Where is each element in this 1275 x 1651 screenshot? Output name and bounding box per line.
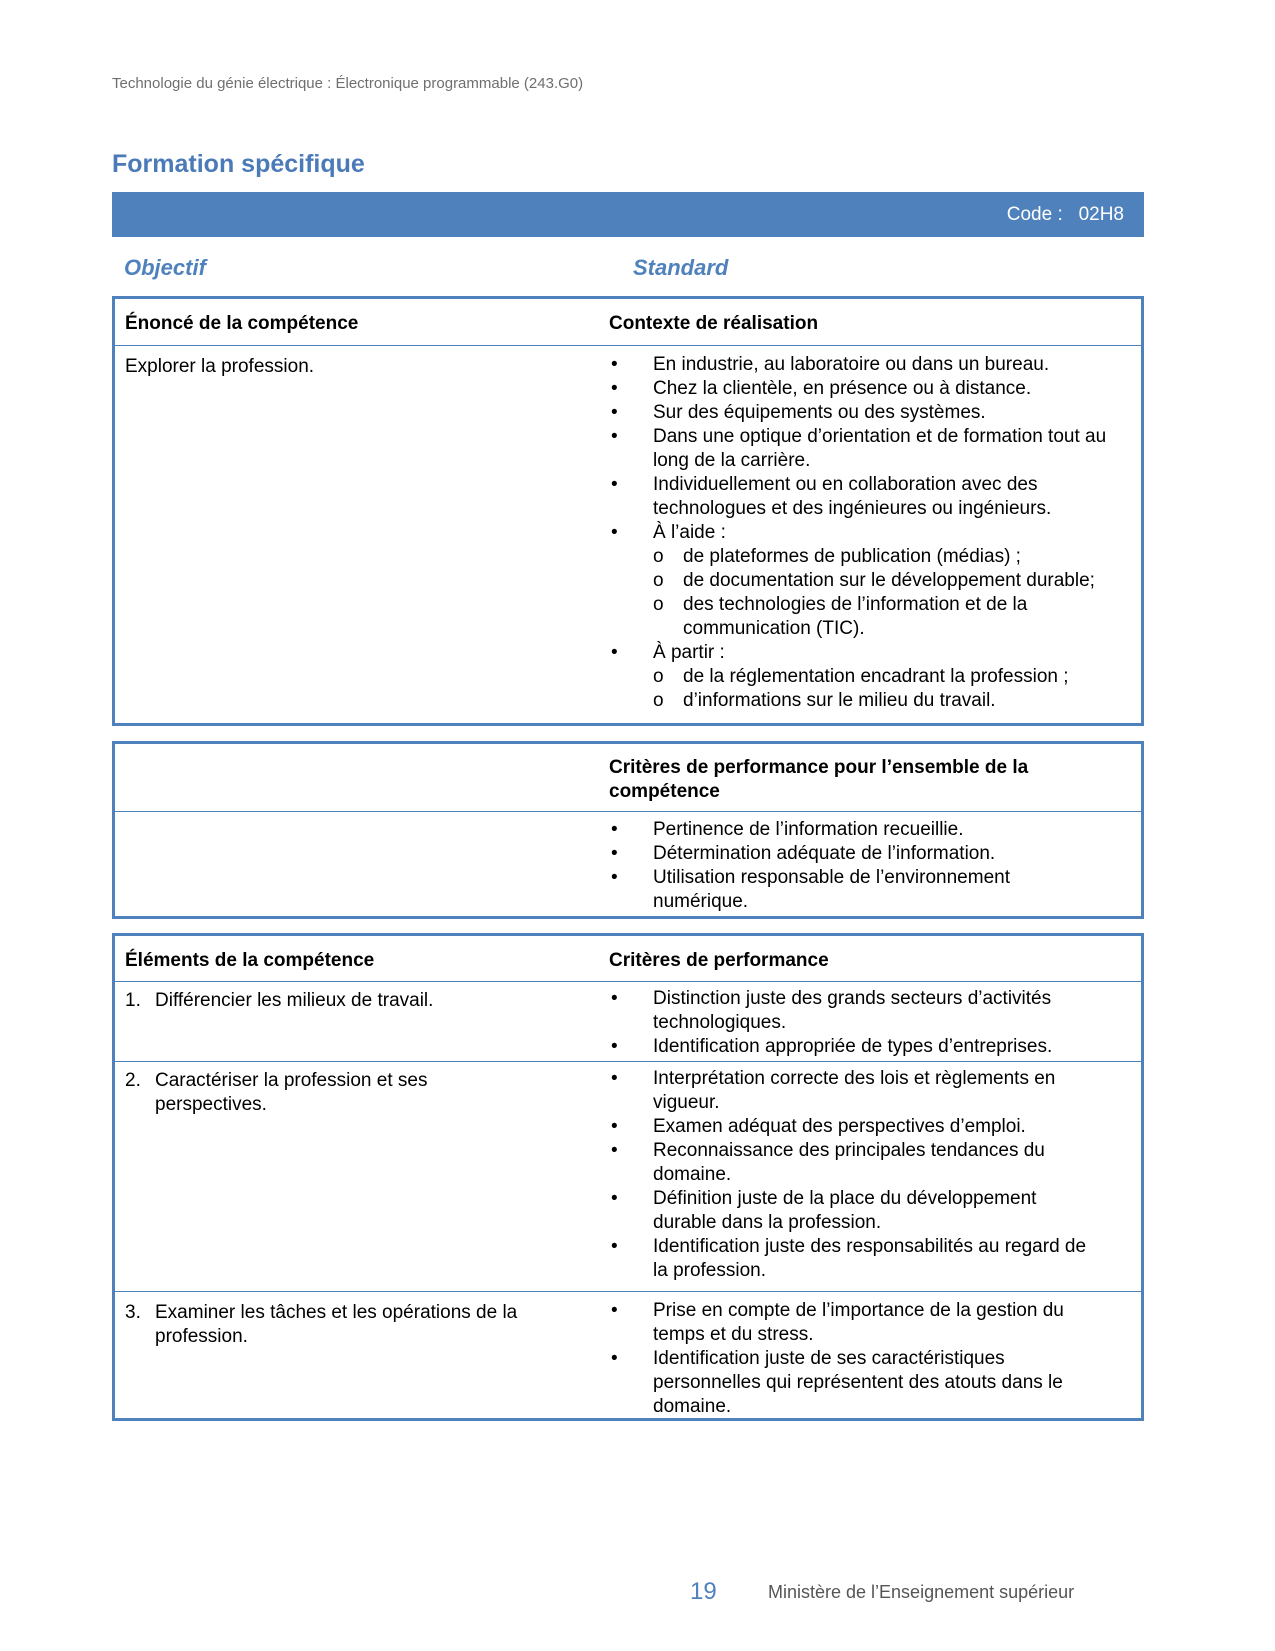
contexte-header: Contexte de réalisation	[609, 313, 819, 334]
contexte-list	[609, 353, 1129, 713]
list-item: • Individuellement ou en collaboration avec des technologues et des ingénieures ou ingénieurs.	[611, 474, 1052, 519]
code-bar	[112, 192, 1144, 237]
objectif-label: Objectif	[124, 255, 206, 280]
element-number: 1.	[125, 990, 141, 1011]
element-text: Examiner les tâches et les opérations de la profession.	[155, 1302, 518, 1347]
enonce-header: Énoncé de la compétence	[125, 313, 359, 334]
divider	[115, 811, 1141, 812]
competence-code: Code : 02H8	[1006, 204, 1124, 225]
partir-sublist	[653, 665, 1129, 713]
list-item: • Détermination adéquate de l’information.	[611, 843, 996, 864]
sub-list-item: o de documentation sur le développement durable;	[653, 570, 1095, 591]
list-item: • Chez la clientèle, en présence ou à distance.	[611, 378, 1032, 399]
enonce-text: Explorer la profession.	[125, 356, 315, 377]
criteres-ensemble-header: Critères de performance pour l’ensemble de la compétence	[609, 757, 1029, 802]
divider	[115, 1291, 1141, 1292]
competence-table	[112, 296, 1144, 726]
footer-text: Ministère de l’Enseignement supérieur	[768, 1582, 1075, 1602]
list-item: • En industrie, au laboratoire ou dans un bureau.	[611, 354, 1050, 375]
element-criteres	[609, 1067, 1089, 1283]
element-text: Caractériser la profession et ses perspectives.	[155, 1070, 428, 1115]
list-item: • Prise en compte de l’importance de la gestion du temps et du stress.	[611, 1300, 1064, 1345]
list-item: • Définition juste de la place du développement durable dans la profession.	[611, 1188, 1037, 1233]
list-item: • Pertinence de l’information recueillie.	[611, 819, 964, 840]
list-item: • Utilisation responsable de l’environnement numérique.	[611, 867, 1010, 912]
sub-list-item: o de plateformes de publication (médias) ;	[653, 546, 1021, 567]
criteres-header: Critères de performance	[609, 950, 829, 971]
page-number: 19	[690, 1578, 717, 1605]
list-item: • Reconnaissance des principales tendances du domaine.	[611, 1140, 1045, 1185]
standard-label: Standard	[633, 255, 729, 280]
element-number: 2.	[125, 1070, 141, 1091]
section-title: Formation spécifique	[112, 150, 365, 178]
criteres-ensemble-list	[609, 818, 1069, 914]
divider	[115, 1061, 1141, 1062]
list-item: • Interprétation correcte des lois et règlements en vigueur.	[611, 1068, 1056, 1113]
list-item: • À l’aide : o de plateformes de publication (médias) ; o de documentation sur le développement durable; o des technologies de l’information et de la communication (TIC).	[609, 521, 1129, 641]
aide-sublist	[653, 545, 1129, 641]
divider	[115, 981, 1141, 982]
sub-list-item: o des technologies de l’information et de la communication (TIC).	[653, 594, 1028, 639]
element-text: Différencier les milieux de travail.	[155, 990, 434, 1011]
list-item: • Examen adéquat des perspectives d’emploi.	[611, 1116, 1026, 1137]
criteres-ensemble-table	[112, 741, 1144, 919]
element-criteres	[609, 1299, 1089, 1419]
elements-header: Éléments de la compétence	[125, 950, 375, 971]
list-item: • Distinction juste des grands secteurs d’activités technologiques.	[611, 988, 1052, 1033]
list-item: • Identification juste des responsabilités au regard de la profession.	[611, 1236, 1087, 1281]
list-item: • À partir : o de la réglementation encadrant la profession ; o d’informations sur le milieu du travail.	[609, 641, 1129, 713]
elements-table	[112, 933, 1144, 1421]
list-item: • Dans une optique d’orientation et de formation tout au long de la carrière.	[611, 426, 1107, 471]
sub-list-item: o de la réglementation encadrant la profession ;	[653, 666, 1069, 687]
list-item: • Identification juste de ses caractéristiques personnelles qui représentent des atouts dans le domaine.	[611, 1348, 1063, 1417]
element-criteres	[609, 987, 1089, 1059]
list-item: • Sur des équipements ou des systèmes.	[611, 402, 986, 423]
divider	[115, 345, 1141, 346]
document-header: Technologie du génie électrique : Électronique programmable (243.G0)	[112, 75, 584, 92]
element-number: 3.	[125, 1302, 141, 1323]
list-item: • Identification appropriée de types d’entreprises.	[611, 1036, 1053, 1057]
sub-list-item: o d’informations sur le milieu du travail.	[653, 690, 996, 711]
